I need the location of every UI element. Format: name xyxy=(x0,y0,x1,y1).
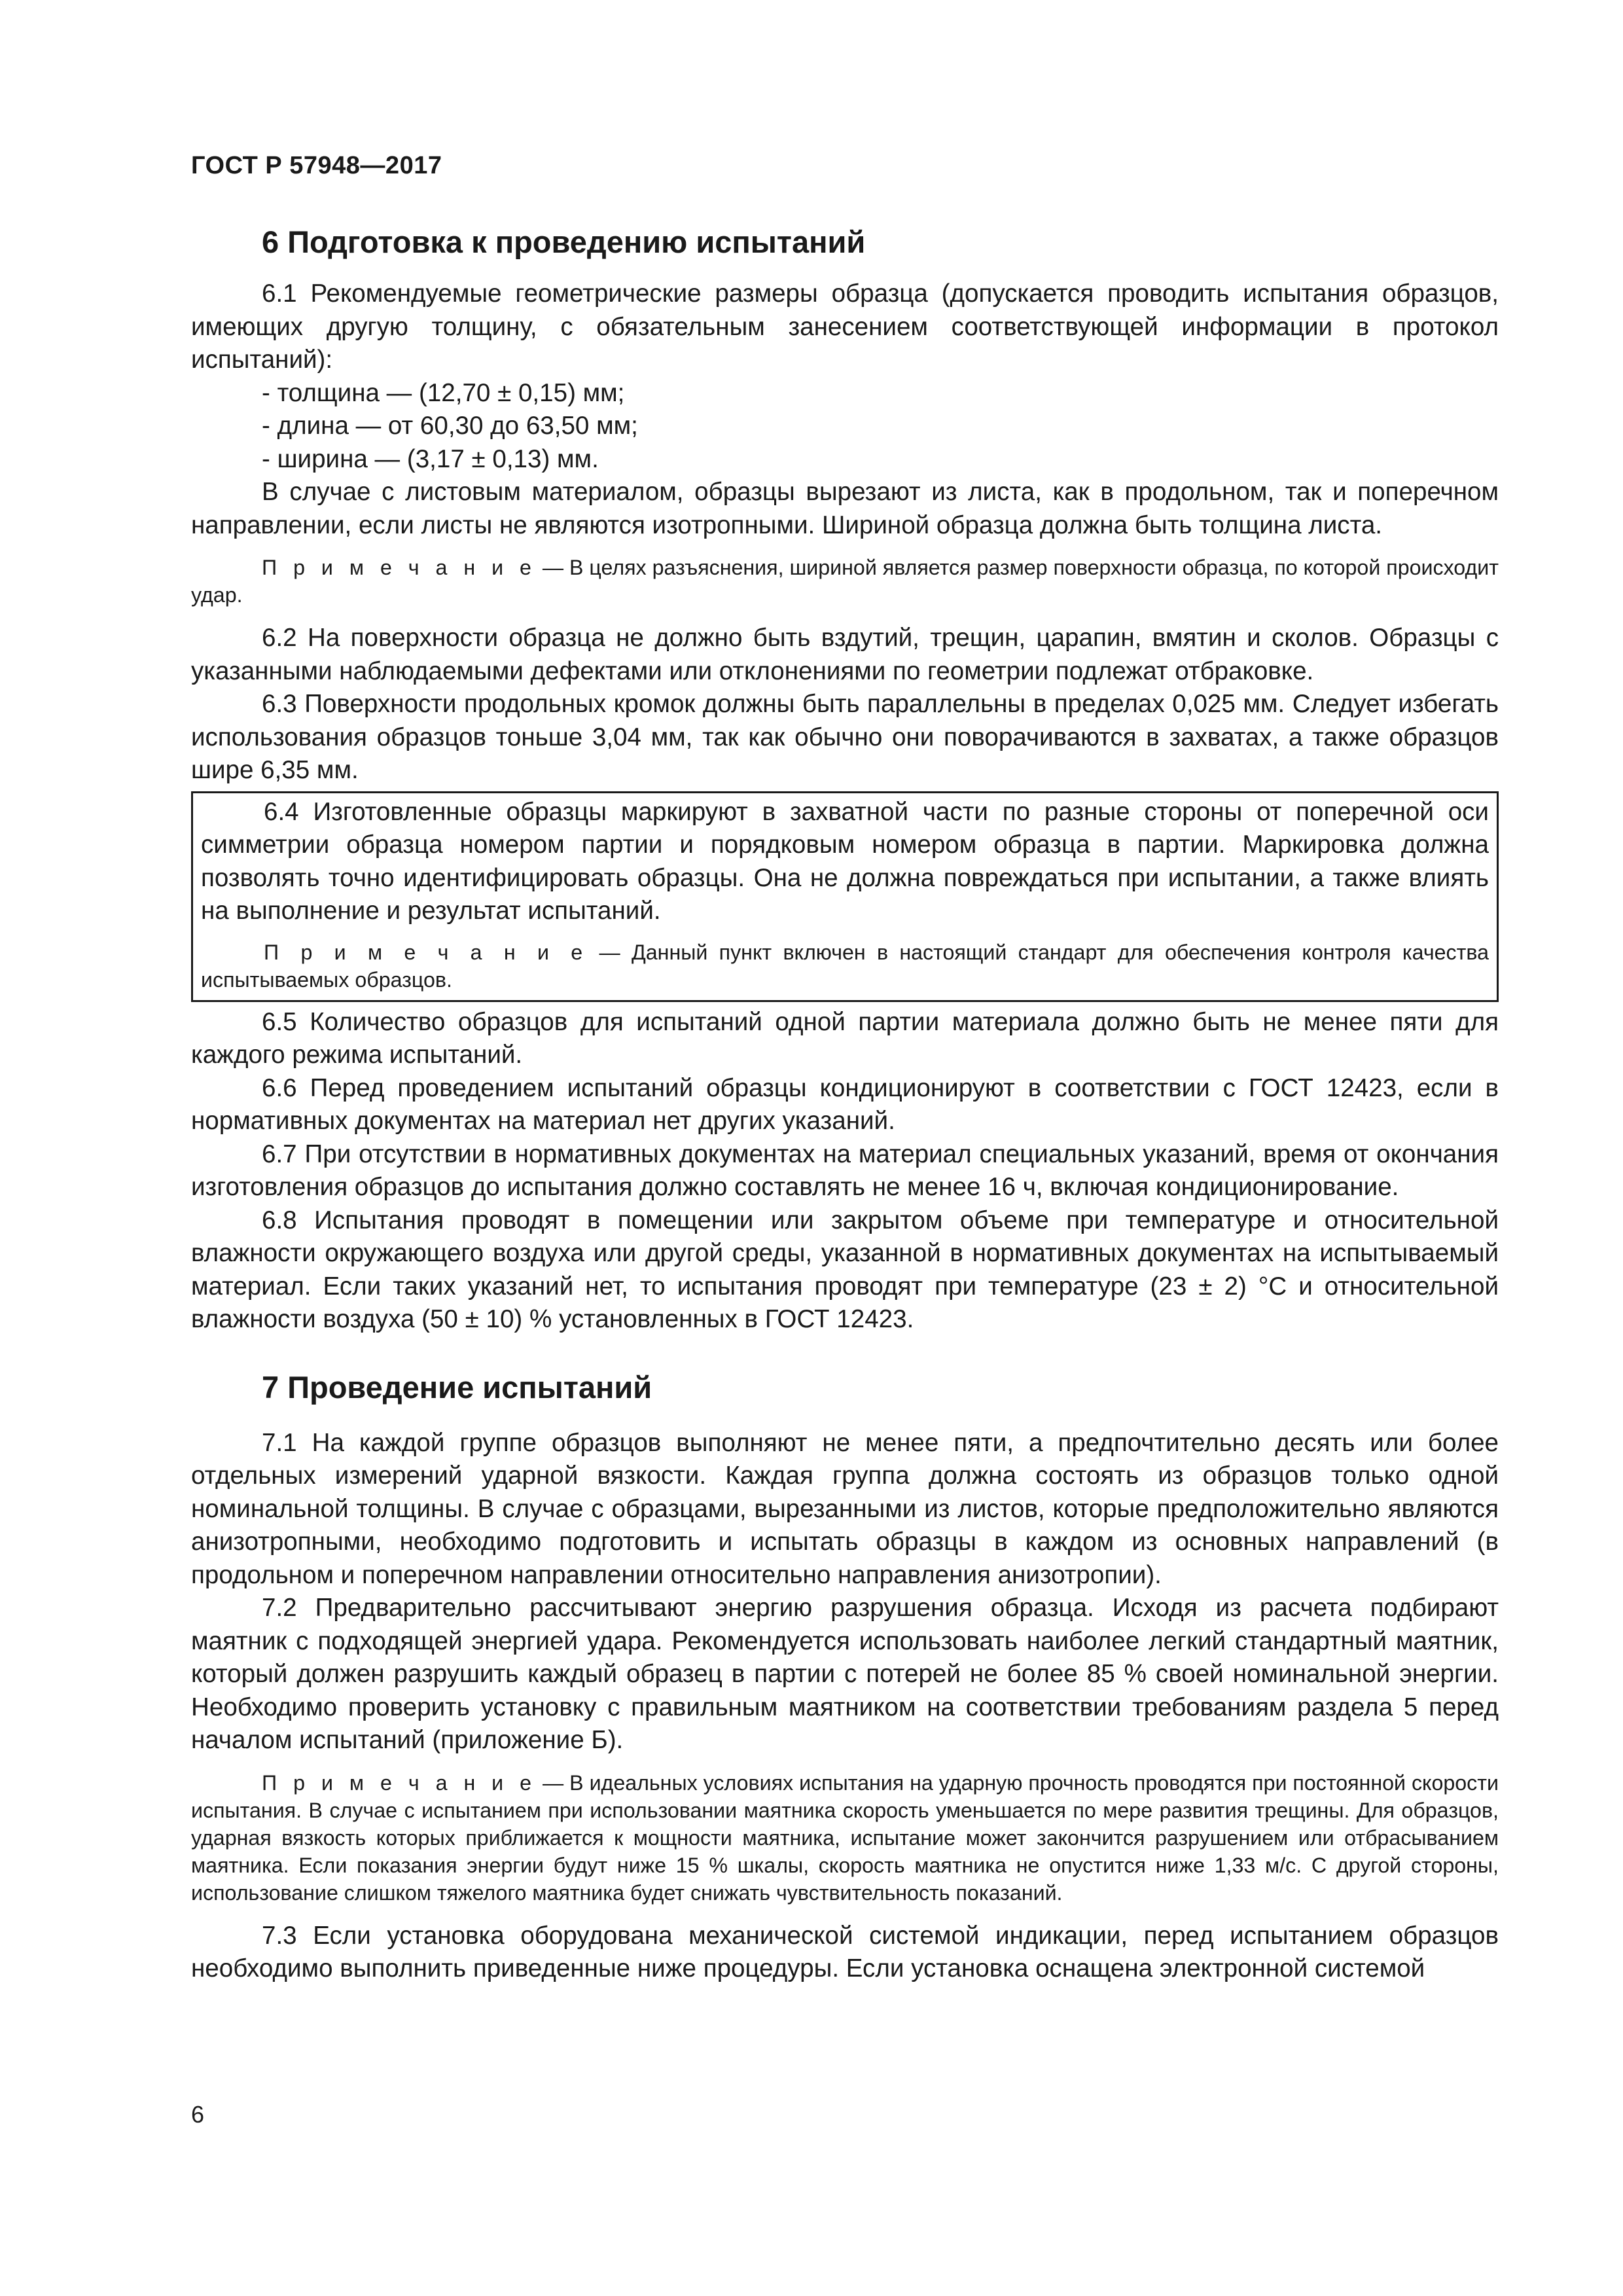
list-item-length: - длина — от 60,30 до 63,50 мм; xyxy=(262,412,638,440)
note-7-2 xyxy=(191,1769,1499,1907)
list-item-width: - ширина — (3,17 ± 0,13) мм. xyxy=(262,444,599,473)
note-6-1 xyxy=(191,554,1499,609)
boxed-clause-6-4 xyxy=(191,791,1499,1002)
document-header: ГОСТ Р 57948—2017 xyxy=(191,152,442,179)
paragraph-6-8: 6.8 Испытания проводят в помещении или закрытом объеме при температуре и относительной влажности окружающего воздуха или другой среды, указанной в нормативных документах на испытываемый материал. Если таких указаний нет, то испытания проводят при температуре (23 ± 2) °С и относительной влажности воздуха (50 ± 10) % установленных в ГОСТ 12423. xyxy=(191,1206,1499,1333)
note-label: П р и м е ч а н и е xyxy=(264,940,588,964)
page-number: 6 xyxy=(191,2101,205,2128)
paragraph-7-3: 7.3 Если установка оборудована механической системой индикации, перед испытанием образцов необходимо выполнить приведенные ниже процедуры. Если установка оснащена электронной системой xyxy=(191,1921,1499,1982)
note-text: — Данный пункт включен в настоящий стандарт для обеспечения контроля качества испытываемых образцов. xyxy=(201,940,1489,992)
note-label: П р и м е ч а н и е xyxy=(262,1770,537,1795)
list-item-thickness: - толщина — (12,70 ± 0,15) мм; xyxy=(262,378,625,407)
document-body xyxy=(191,216,1499,1986)
note-text: — В целях разъяснения, шириной является размер поверхности образца, по которой происходит удар. xyxy=(191,556,1499,607)
paragraph-6-4: 6.4 Изготовленные образцы маркируют в захватной части по разные стороны от поперечной оси симметрии образца номером партии и порядковым номером образца в партии. Маркировка должна позволять точно идентифицировать образцы. Она не должна повреждаться при испытании, а также влиять на выполнение и результат испытаний. xyxy=(201,797,1489,925)
paragraph-6-6: 6.6 Перед проведением испытаний образцы кондиционируют в соответствии с ГОСТ 12423, если в нормативных документах на материал нет других указаний. xyxy=(191,1073,1499,1135)
paragraph-6-3: 6.3 Поверхности продольных кромок должны быть параллельны в пределах 0,025 мм. Следует избегать использования образцов тоньше 3,04 мм, так как обычно они поворачиваются в захватах, а также образцов шире 6,35 мм. xyxy=(191,690,1499,784)
paragraph-6-7: 6.7 При отсутствии в нормативных документах на материал специальных указаний, время от окончания изготовления образцов до испытания должно составлять не менее 16 ч, включая кондиционирование. xyxy=(191,1139,1499,1201)
document-page xyxy=(191,0,1499,2296)
paragraph-7-2: 7.2 Предварительно рассчитывают энергию разрушения образца. Исходя из расчета подбирают маятник с подходящей энергией удара. Рекомендуется использовать наиболее легкий стандартный маятник, который должен разрушить каждый образец в партии с потерей не более 85 % своей номинальной энергии. Необходимо проверить установку с правильным маятником на соответствии требованиям раздела 5 перед началом испытаний (приложение Б). xyxy=(191,1594,1499,1754)
paragraph-7-1: 7.1 На каждой группе образцов выполняют не менее пяти, а предпочтительно десять или более отдельных измерений ударной вязкости. Каждая группа должна состоять из образцов только одной номинальной толщины. В случае с образцами, вырезанными из листов, которые предположительно являются анизотропными, необходимо подготовить и испытать образцы в каждом из основных направлений (в продольном и поперечном направлении относительно направления анизотропии). xyxy=(191,1428,1499,1589)
section-6-title: 6 Подготовка к проведению испытаний xyxy=(262,224,866,259)
paragraph-6-2: 6.2 На поверхности образца не должно быть вздутий, трещин, царапин, вмятин и сколов. Образцы с указанными наблюдаемыми дефектами или отклонениями по геометрии подлежат отбраковке. xyxy=(191,624,1499,685)
paragraph-6-5: 6.5 Количество образцов для испытаний одной партии материала должно быть не менее пяти для каждого режима испытаний. xyxy=(191,1007,1499,1069)
note-label: П р и м е ч а н и е xyxy=(262,556,537,579)
paragraph-6-1-sheet: В случае с листовым материалом, образцы вырезают из листа, как в продольном, так и поперечном направлении, если листы не являются изотропными. Шириной образца должна быть толщина листа. xyxy=(191,478,1499,539)
note-6-4 xyxy=(201,939,1489,994)
paragraph-6-1: 6.1 Рекомендуемые геометрические размеры образца (допускается проводить испытания образцов, имеющих другую толщину, с обязательным занесением соответствующей информации в протокол испытаний): xyxy=(191,279,1499,374)
section-7-title: 7 Проведение испытаний xyxy=(262,1369,652,1405)
note-text: — В идеальных условиях испытания на ударную прочность проводятся при постоянной скорости испытания. В случае с испытанием при использовании маятника скорость уменьшается по мере развития трещины. Для образцов, ударная вязкость которых приближается к мощности маятника, испытание может закончится разрушением или отбрасыванием маятника. Если показания энергии будут ниже 15 % шкалы, скорость маятника не опустится ниже 1,33 м/с. С другой стороны, использование слишком тяжелого маятника будет снижать чувствительность показаний. xyxy=(191,1770,1499,1905)
